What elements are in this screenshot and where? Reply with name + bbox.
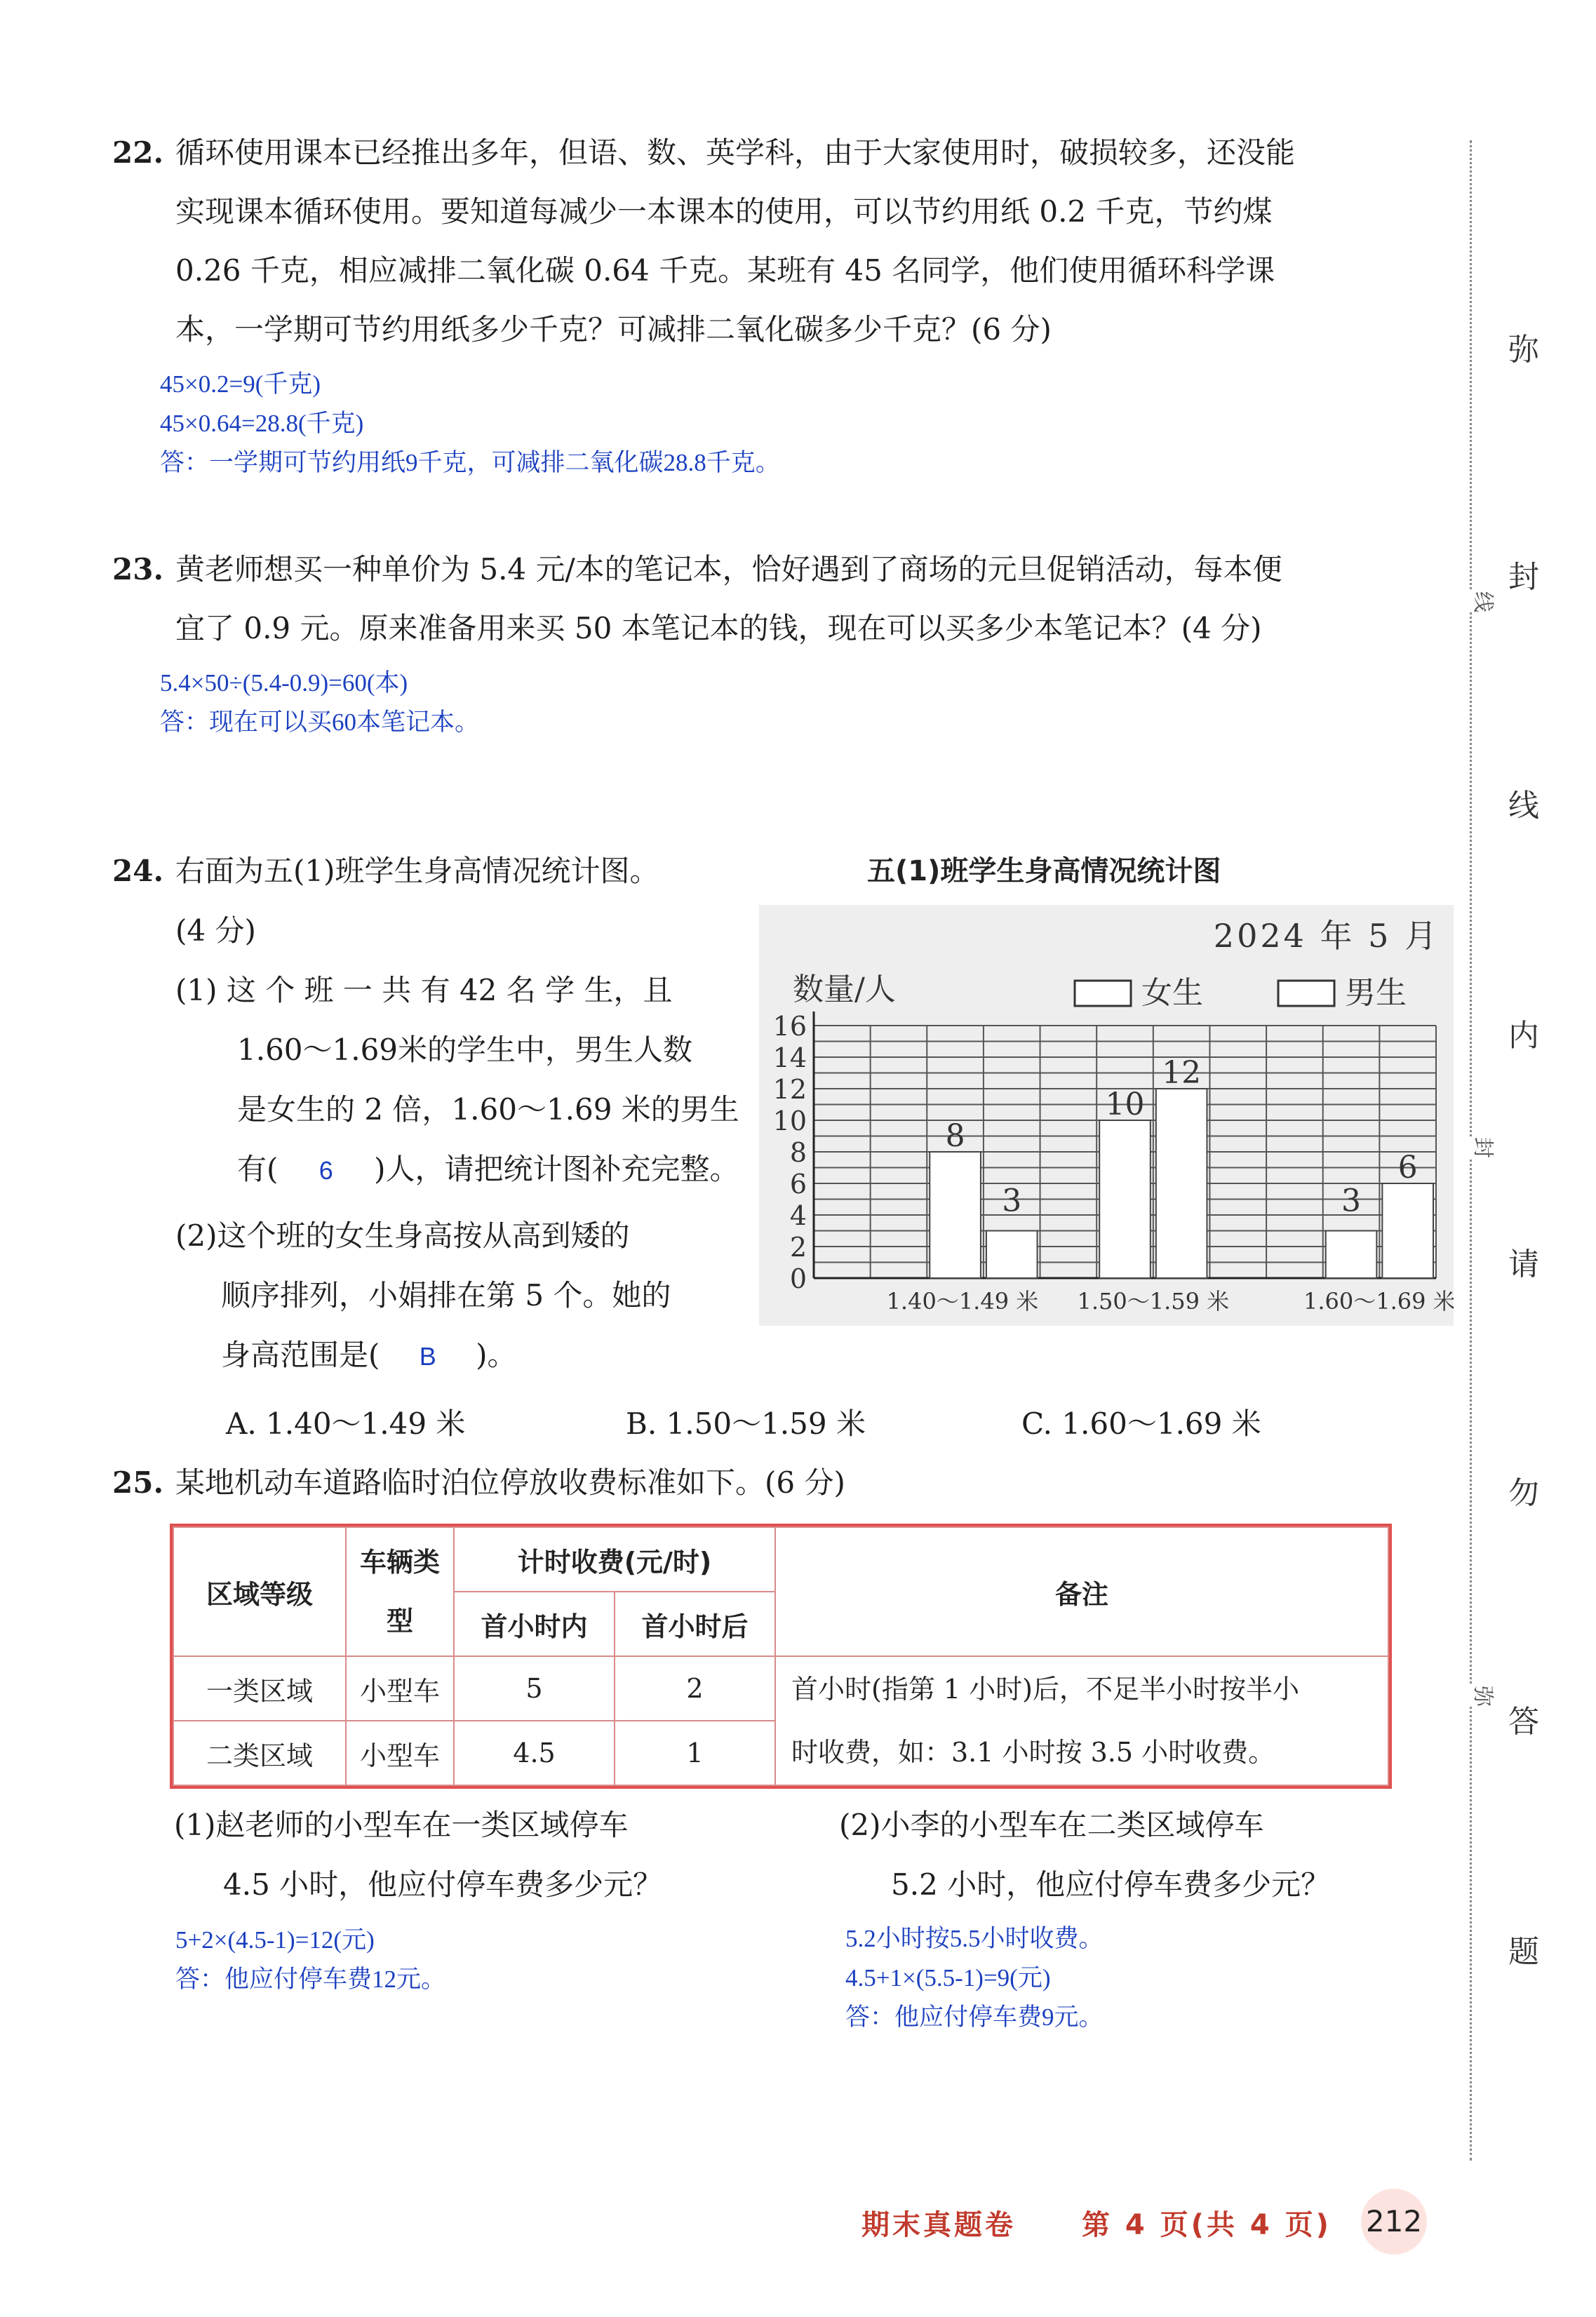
q24-part2-prefix: 身高范围是( (221, 1338, 380, 1372)
header-vehicle-type: 车辆类型 (346, 1527, 454, 1656)
q22-line: 0.26 千克，相应减排二氧化碳 0.64 千克。某班有 45 名同学，他们使用循环科学课 (175, 253, 1275, 288)
x-tick-label: 1.60～1.69 米 (1303, 1288, 1454, 1315)
q25-sub1-line2: 4.5 小时，他应付停车费多少元？ (223, 1867, 663, 1902)
y-tick-label: 0 (789, 1263, 807, 1294)
q23-answer-line: 答：现在可以买60本笔记本。 (160, 708, 480, 736)
header-note: 备注 (775, 1527, 1388, 1656)
chart-title: 五(1)班学生身高情况统计图 (867, 855, 1221, 887)
cell-after: 1 (615, 1721, 775, 1785)
y-tick-label: 10 (772, 1106, 807, 1136)
y-tick-label: 6 (789, 1169, 807, 1200)
q24-option-c: C. 1.60～1.69 米 (1021, 1406, 1261, 1441)
q25-sub2-line1: (2)小李的小型车在二类区域停车 (839, 1808, 1264, 1842)
q23-line: 黄老师想买一种单价为 5.4 元/本的笔记本，恰好遇到了商场的元旦促销活动，每本便 (175, 552, 1282, 586)
cell-type: 小型车 (346, 1656, 454, 1721)
q24-part2-line3 (221, 1326, 517, 1386)
q23-line: 宜了 0.9 元。原来准备用来买 50 本笔记本的钱，现在可以买多少本笔记本？(4 分) (175, 611, 1262, 645)
answer-line: 4.5+1×(5.5-1)=9(元) (845, 1964, 1051, 1992)
margin-char: 封 (1508, 559, 1539, 595)
answer-line: 答：他应付停车费12元。 (175, 1966, 446, 1993)
legend-swatch-girls (1075, 981, 1131, 1006)
q24-part1-line3: 是女生的 2 倍，1.60～1.69 米的男生 (237, 1092, 739, 1127)
bar-data-label: 3 (1002, 1183, 1022, 1219)
q25-intro: 某地机动车道路临时泊位停放收费标准如下。(6 分) (175, 1465, 845, 1500)
margin-char: 答 (1508, 1704, 1539, 1740)
q24-part1-line4 (237, 1140, 739, 1200)
margin-char: 线 (1508, 788, 1539, 824)
chart-subtitle: 2024 年 5 月 (1213, 917, 1440, 955)
height-chart (759, 905, 1454, 1326)
q24-part2-suffix: )。 (476, 1338, 517, 1372)
q24-part2-line1: (2)这个班的女生身高按从高到矮的 (175, 1218, 630, 1253)
q24-part2-line2: 顺序排列，小娟排在第 5 个。她的 (221, 1278, 671, 1312)
page-number: 212 (1361, 2189, 1427, 2255)
q25-sub1-answer (175, 1921, 445, 1999)
legend-label-boys: 男生 (1345, 975, 1407, 1011)
height-chart-svg (759, 905, 1454, 1326)
note-line: 时收费，如：3.1 小时按 3.5 小时收费。 (791, 1737, 1275, 1768)
bar-data-label: 6 (1397, 1150, 1418, 1186)
q24-option-b: B. 1.50～1.59 米 (626, 1406, 866, 1441)
question-24-number: 24. (112, 854, 164, 888)
margin-char: 弥 (1508, 332, 1539, 368)
bar-data-label: 10 (1105, 1087, 1145, 1122)
fee-table-frame (170, 1524, 1392, 1789)
margin-small-char: 封 (1470, 1137, 1501, 1158)
bar-data-label: 8 (945, 1118, 965, 1154)
answer-line: 5+2×(4.5-1)=12(元) (175, 1926, 375, 1954)
q24-part1-line2: 1.60～1.69米的学生中，男生人数 (237, 1033, 693, 1067)
margin-char: 题 (1508, 1934, 1539, 1970)
bar-boys (986, 1231, 1038, 1279)
y-tick-label: 16 (772, 1011, 807, 1042)
q22-line: 本，一学期可节约用纸多少千克？可减排二氧化碳多少千克？(6 分) (175, 312, 1052, 347)
y-axis-label: 数量/人 (793, 972, 896, 1007)
header-area: 区域等级 (173, 1527, 346, 1656)
note-line: 首小时(指第 1 小时)后，不足半小时按半小 (791, 1674, 1299, 1705)
legend-label-girls: 女生 (1141, 975, 1203, 1011)
q24-part1-suffix: )人，请把统计图补充完整。 (374, 1152, 739, 1186)
q24-part1-answer: 6 (318, 1156, 333, 1185)
q24-part2-answer: B (419, 1342, 436, 1371)
bar-data-label: 12 (1162, 1055, 1202, 1091)
margin-char: 内 (1508, 1018, 1539, 1054)
q25-sub1-line1: (1)赵老师的小型车在一类区域停车 (174, 1808, 629, 1842)
question-23-text (175, 540, 1282, 658)
q25-sub2-answer (845, 1919, 1104, 2037)
q23-answer-line: 5.4×50÷(5.4-0.9)=60(本) (160, 669, 408, 697)
header-first-hour: 首小时内 (454, 1592, 615, 1656)
q22-answer-line: 45×0.64=28.8(千克) (160, 410, 364, 437)
bar-data-label: 3 (1341, 1183, 1362, 1219)
y-tick-label: 8 (789, 1137, 807, 1168)
y-tick-label: 12 (772, 1074, 807, 1105)
q22-line: 实现课本循环使用。要知道每减少一本课本的使用，可以节约用纸 0.2 千克，节约煤 (175, 194, 1273, 229)
cell-first: 5 (454, 1656, 615, 1721)
x-tick-label: 1.50～1.59 米 (1077, 1288, 1230, 1315)
q22-answer-line: 45×0.2=9(千克) (160, 370, 321, 398)
q24-intro: 右面为五(1)班学生身高情况统计图。 (175, 854, 659, 888)
question-22-text (175, 123, 1295, 359)
q24-part1-prefix: 有( (237, 1152, 279, 1186)
header-after-first-hour: 首小时后 (615, 1592, 775, 1656)
cell-area: 一类区域 (173, 1656, 346, 1721)
bar-girls (930, 1152, 981, 1278)
answer-line: 答：他应付停车费9元。 (845, 2003, 1104, 2031)
cell-area: 二类区域 (173, 1721, 346, 1785)
q24-score: (4 分) (175, 913, 256, 948)
fee-table (173, 1526, 1389, 1786)
y-tick-label: 4 (789, 1200, 807, 1231)
question-22-number: 22. (112, 135, 164, 170)
cell-first: 4.5 (454, 1721, 615, 1785)
answer-line: 5.2小时按5.5小时收费。 (845, 1925, 1104, 1952)
cell-after: 2 (615, 1656, 775, 1721)
header-fee: 计时收费(元/时) (454, 1527, 775, 1592)
y-tick-label: 2 (789, 1232, 807, 1263)
q24-option-a: A. 1.40～1.49 米 (226, 1406, 466, 1441)
bar-boys (1156, 1089, 1207, 1278)
cell-type: 小型车 (346, 1721, 454, 1785)
margin-small-char: 线 (1470, 591, 1501, 612)
q23-answer (160, 664, 479, 742)
bar-girls (1326, 1231, 1377, 1279)
x-tick-label: 1.40～1.49 米 (886, 1288, 1039, 1315)
legend-swatch-boys (1278, 981, 1334, 1006)
y-tick-label: 14 (772, 1042, 807, 1073)
q25-sub2-line2: 5.2 小时，他应付停车费多少元？ (891, 1867, 1331, 1902)
cell-note (775, 1656, 1388, 1785)
footer-label: 期末真题卷 (861, 2209, 1016, 2241)
q22-answer-line: 答：一学期可节约用纸9千克，可减排二氧化碳28.8千克。 (160, 449, 780, 476)
table-row (173, 1656, 1388, 1721)
q22-line: 循环使用课本已经推出多年，但语、数、英学科，由于大家使用时，破损较多，还没能 (175, 135, 1296, 170)
margin-small-char: 弥 (1470, 1686, 1501, 1707)
question-23-number: 23. (112, 552, 164, 586)
margin-char: 请 (1508, 1247, 1539, 1282)
q22-answer (160, 365, 780, 483)
footer-page: 第 4 页(共 4 页) (1082, 2209, 1332, 2241)
bar-boys (1382, 1183, 1433, 1278)
bar-girls (1099, 1120, 1151, 1278)
q24-part1-line1: (1) 这 个 班 一 共 有 42 名 学 生，且 (175, 973, 673, 1007)
margin-char: 勿 (1508, 1475, 1539, 1511)
question-25-number: 25. (112, 1465, 164, 1500)
